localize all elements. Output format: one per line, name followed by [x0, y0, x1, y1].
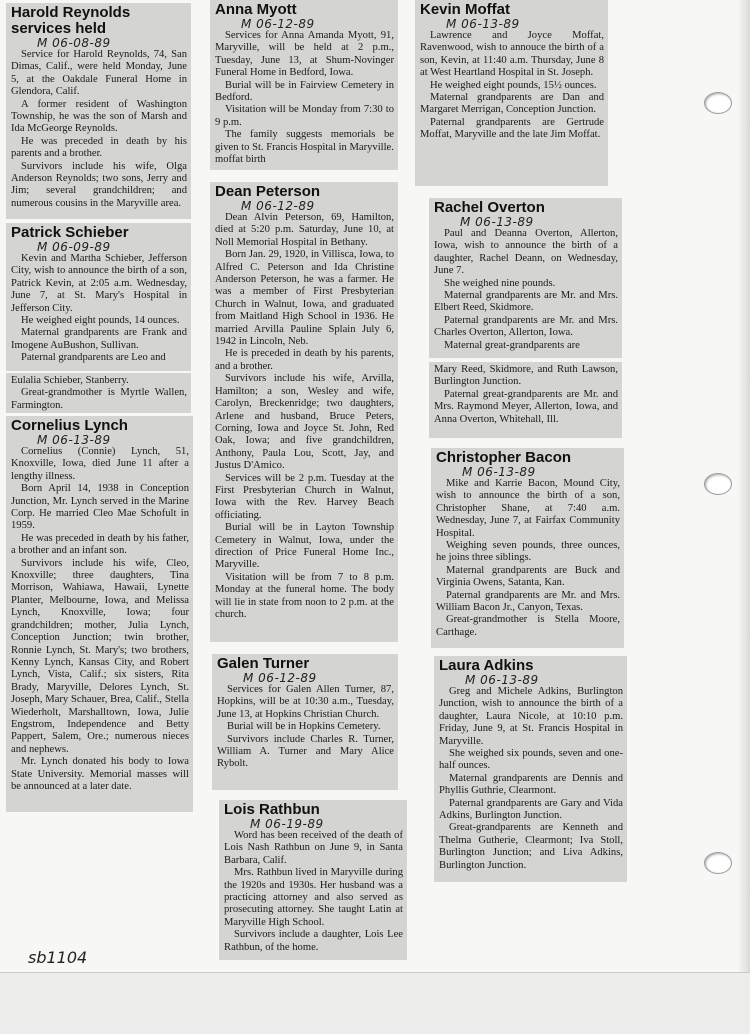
- paragraph: Maternal grandparents are Dan and Margaret Merrigan, Conception Junction.: [420, 92, 604, 116]
- paragraph: He was preceded in death by his parents and a brother.: [11, 135, 187, 160]
- clipping-title: Patrick Schieber: [11, 224, 129, 241]
- binder-hole: [704, 473, 732, 495]
- paragraph: Burial will be in Layton Township Cemetery in Walnut, Iowa, under the direction of Price Funeral Home Inc., Maryville.: [215, 522, 394, 571]
- paragraph: Word has been received of the death of Lois Nash Rathbun on June 9, in Santa Barbara, Calif.: [224, 830, 403, 866]
- paragraph: Services will be 2 p.m. Tuesday at the First Presbyterian Church in Walnut, Iowa with the Rev. Harvey Beach officiating.: [215, 472, 394, 521]
- handwritten-date: M 06-09-89: [37, 240, 111, 254]
- paragraph: Great-grandmother is Myrtle Wallen, Farmington.: [11, 387, 187, 411]
- paragraph: Survivors include his wife, Cleo, Knoxville; three daughters, Tina Morrison, Wahiawa, Hawaii, Lynette Planter, Melbourne, Iowa, and Melissa Lynch, Knoxville, Iowa; four grandchildren; mother, Julia Lynch, Conception Junction; twin brother, Ronnie Lynch, St. Mary's; two brothers, Kenny Lynch, Kansas City, and Robert Lynch, Vista, Calif.; six sisters, Rita Brady, Maryville, Delores Lynch, St. Joseph, Mary Schauer, Brea, Calif., Stella Wiederholt, Marshalltown, Iowa, Julie Engstrom, Independence and Betty Pappert, Salem, Ore.; numerous nieces and nephews.: [11, 557, 189, 755]
- paragraph: He weighed eight pounds, 14 ounces.: [21, 315, 180, 327]
- paragraph: A former resident of Washington Township, he was the son of Marsh and Ida McGeorge Reynolds.: [11, 98, 187, 135]
- paragraph: Eulalia Schieber, Stanberry.: [11, 375, 129, 386]
- handwritten-date: M 06-12-89: [243, 671, 317, 685]
- paragraph: Maternal grandparents are Dennis and Phyllis Guthrie, Clearmont.: [439, 772, 623, 797]
- paragraph: Paul and Deanna Overton, Allerton, Iowa, wish to announce the birth of a daughter, Rachel Deann, on Wednesday, June 7.: [434, 228, 618, 277]
- clipping-harold-reynolds: [6, 3, 191, 219]
- clipping-title: Galen Turner: [217, 655, 310, 672]
- paragraph: Maternal grandparents are Frank and Imogene AuBushon, Sullivan.: [11, 327, 187, 351]
- clipping-title: Christopher Bacon: [436, 449, 572, 466]
- paragraph: The family suggests memorials be given to St. Francis Hospital in Maryville.: [215, 129, 394, 153]
- clipping-title: Laura Adkins: [439, 657, 534, 674]
- handwritten-date: M 06-13-89: [37, 433, 111, 447]
- paragraph: Survivors include his wife, Olga Anderson Reynolds; two sons, Jerry and Jim; several grandchildren; and numerous cousins in the Maryville area.: [11, 160, 187, 209]
- paragraph: Maternal great-grandparents are: [444, 339, 580, 351]
- handwritten-date: M 06-13-89: [446, 17, 520, 31]
- paragraph: Maternal grandparents are Mr. and Mrs. Elbert Reed, Skidmore.: [434, 290, 618, 314]
- handwritten-page-note: sb1104: [28, 948, 88, 967]
- paragraph: Survivors include a daughter, Lois Lee Rathbun, of the home.: [224, 929, 403, 953]
- paragraph: Paternal grandparents are Gertrude Moffat, Maryville and the late Jim Moffat.: [420, 116, 604, 141]
- paragraph: Paternal grandparents are Mr. and Mrs. William Bacon Jr., Canyon, Texas.: [436, 589, 620, 614]
- paragraph: Born Jan. 29, 1920, in Villisca, Iowa, to Alfred C. Peterson and Ida Christine Anderson Peterson, he was a farmer. He was a member of First Presbyterian Church in Walnut, Iowa, and graduated from Maitland High School in 1936. He married Arvilla Pauline Splain July 6, 1942 in Lincoln, Neb.: [215, 249, 394, 348]
- annotation: moffat birth: [215, 154, 266, 166]
- paragraph: Service for Harold Reynolds, 74, San Dimas, Calif., were held Monday, June 5, at the Oakdale Funeral Home in Glendora, Calif.: [11, 49, 187, 98]
- paragraph: Paternal grandparents are Leo and: [21, 352, 166, 364]
- paragraph: Services for Anna Amanda Myott, 91, Maryville, will be held at 2 p.m., Tuesday, June 13, at Shum-Novinger Funeral Home in Bedford, Iowa.: [215, 30, 394, 79]
- paragraph: He was preceded in death by his father, a brother and an infant son.: [11, 532, 189, 557]
- paragraph: Mary Reed, Skidmore, and Ruth Lawson, Burlington Junction.: [434, 364, 618, 388]
- clipping-title: Kevin Moffat: [420, 1, 510, 18]
- handwritten-date: M 06-19-89: [250, 817, 324, 831]
- paragraph: Maternal grandparents are Buck and Virginia Owens, Satanta, Kan.: [436, 564, 620, 589]
- clipping-christopher-bacon: [431, 448, 624, 648]
- paragraph: Mrs. Rathbun lived in Maryville during the 1920s and 1930s. Her husband was a practicing attorney and also served as prosecuting attorney. She taught Latin at Maryville High School.: [224, 867, 403, 928]
- paragraph: Services for Galen Allen Turner, 87, Hopkins, will be at 10:30 a.m., Tuesday, June 13, at Hopkins Christian Church.: [217, 684, 394, 720]
- paragraph: Visitation will be Monday from 7:30 to 9 p.m.: [215, 104, 394, 128]
- paragraph: Mike and Karrie Bacon, Mound City, wish to announce the birth of a son, Christopher Shane, at 7:40 a.m. Wednesday, June 7, at Fairfax Community Hospital.: [436, 478, 620, 539]
- paragraph: Mr. Lynch donated his body to Iowa State University. Memorial masses will be announced at a later date.: [11, 756, 189, 792]
- paragraph: Survivors include his wife, Arvilla, Hamilton; a son, Wesley and wife, Carolyn, Breckenridge; two daughters, Arlene and husband, Bruce Peters, Corning, Iowa and Joyce St. John, Red Oak, Iowa; and five grandchildren, Anthony, Paula Lou, Scott, Jay, and Justus D'Amico.: [215, 373, 394, 472]
- paragraph: He weighed eight pounds, 15½ ounces.: [430, 79, 597, 91]
- paragraph: Survivors include Charles R. Turner, William A. Turner and Mary Alice Rybolt.: [217, 733, 394, 770]
- clipping-title: Lois Rathbun: [224, 801, 320, 818]
- clipping-rachel-overton: [429, 198, 622, 358]
- clipping-dean-peterson: [210, 182, 398, 642]
- paragraph: Kevin and Martha Schieber, Jefferson City, wish to announce the birth of a son, Patrick Kevin, at 2:05 a.m. Wednesday, June 7, at St. Mary's Hospital in Jefferson City.: [11, 253, 187, 314]
- clipping-title: Cornelius Lynch: [11, 417, 128, 434]
- clipping-kevin-moffat: [415, 0, 608, 186]
- handwritten-date: M 06-08-89: [37, 36, 111, 50]
- paragraph: Greg and Michele Adkins, Burlington Junction, wish to announce the birth of a daughter, Laura Nicole, at 10:10 p.m. Friday, June 9, at St. Francis Hospital in Maryville.: [439, 686, 623, 747]
- paragraph: Born April 14, 1938 in Conception Junction, Mr. Lynch served in the Marine Corp. He married Cleo Mae Schofult in 1959.: [11, 483, 189, 532]
- page-edge: [738, 0, 750, 980]
- clipping-overton-continued: [429, 362, 622, 438]
- paragraph: She weighed nine pounds.: [444, 277, 556, 289]
- paragraph: Paternal great-grandparents are Mr. and Mrs. Raymond Meyer, Allerton, Iowa, and Anna Overton, Whitehall, Ill.: [434, 388, 618, 425]
- paragraph: Weighing seven pounds, three ounces, he joins three siblings.: [436, 540, 620, 564]
- clipping-schieber-continued: [6, 373, 191, 413]
- handwritten-date: M 06-12-89: [241, 17, 315, 31]
- paragraph: Burial will be in Hopkins Cemetery.: [227, 721, 381, 733]
- paragraph: Burial will be in Fairview Cemetery in Bedford.: [215, 79, 394, 104]
- binder-hole: [704, 852, 732, 874]
- clipping-patrick-schieber: [6, 223, 191, 371]
- paragraph: Cornelius (Connie) Lynch, 51, Knoxville, Iowa, died June 11 after a lengthy illness.: [11, 446, 189, 482]
- clipping-title: Rachel Overton: [434, 199, 545, 216]
- clipping-title: Dean Peterson: [215, 183, 321, 200]
- paragraph: She weighed six pounds, seven and one-half ounces.: [439, 748, 623, 772]
- paragraph: Paternal grandparents are Gary and Vida Adkins, Burlington Junction.: [439, 797, 623, 822]
- paragraph: Visitation will be from 7 to 8 p.m. Monday at the funeral home. The body will lie in state from noon to 2 p.m. at the church.: [215, 571, 394, 620]
- paragraph: He is preceded in death by his parents, and a brother.: [215, 348, 394, 372]
- clipping-cornelius-lynch: [6, 416, 193, 812]
- handwritten-date: M 06-12-89: [241, 199, 315, 213]
- page-bottom-edge: [0, 972, 750, 1034]
- handwritten-date: M 06-13-89: [460, 215, 534, 229]
- paragraph: Dean Alvin Peterson, 69, Hamilton, died at 5:20 p.m. Saturday, June 10, at Noll Memorial Hospital in Bethany.: [215, 212, 394, 248]
- handwritten-date: M 06-13-89: [465, 673, 539, 687]
- paragraph: Great-grandparents are Kenneth and Thelma Gutherie, Clearmont; Iva Stoll, Burlington Junction; and Liva Adkins, Burlington Junction.: [439, 822, 623, 871]
- clipping-galen-turner: [212, 654, 398, 790]
- clipping-title: Harold Reynolds services held: [11, 4, 131, 37]
- binder-hole: [704, 92, 732, 114]
- handwritten-date: M 06-13-89: [462, 465, 536, 479]
- paragraph: Great-grandmother is Stella Moore, Carthage.: [436, 614, 620, 638]
- clipping-anna-myott: [210, 0, 398, 170]
- paragraph: Lawrence and Joyce Moffat, Ravenwood, wish to annouce the birth of a son, Kevin, at 11:40 a.m. Thursday, June 8 at West Heartland Hospital in St. Joseph.: [420, 30, 604, 79]
- clipping-title: Anna Myott: [215, 1, 297, 18]
- clipping-laura-adkins: [434, 656, 627, 882]
- clipping-lois-rathbun: [219, 800, 407, 960]
- paragraph: Paternal grandparents are Mr. and Mrs. Charles Overton, Allerton, Iowa.: [434, 314, 618, 339]
